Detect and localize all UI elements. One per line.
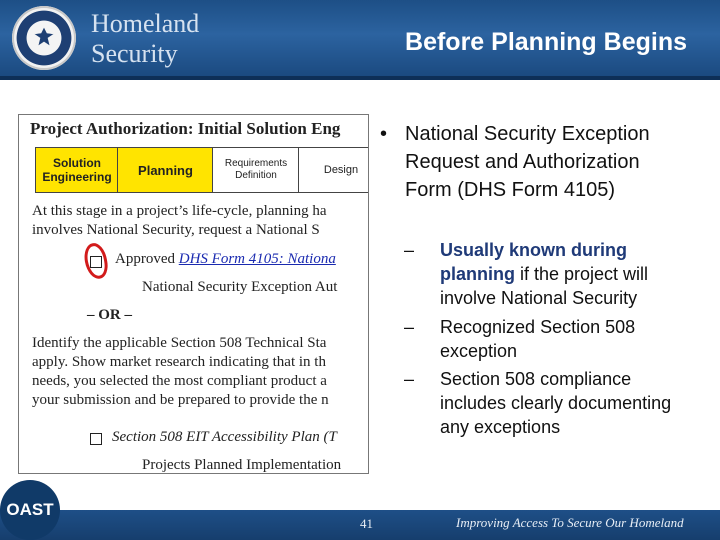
slide-title: Before Planning Begins bbox=[405, 28, 687, 56]
sub-dash: – bbox=[404, 317, 415, 337]
phase-solution-engineering: Solution Engineering bbox=[35, 147, 119, 193]
header-rule bbox=[0, 76, 720, 80]
phase-requirements: Requirements Definition bbox=[212, 147, 300, 193]
doc-line-exception: National Security Exception Aut bbox=[142, 279, 338, 295]
phase-band bbox=[35, 147, 369, 193]
dhs-seal-icon bbox=[12, 6, 76, 70]
phase-design: Design bbox=[298, 147, 369, 193]
dhs-form-link[interactable]: DHS Form 4105: Nationa bbox=[178, 251, 336, 267]
sub-bullet-1-text bbox=[440, 238, 680, 310]
brand-wordmark bbox=[91, 9, 199, 69]
main-bullet-text: National Security Exception Request and Authorization Form (DHS Form 4105) bbox=[405, 123, 650, 201]
bullet-dot: • bbox=[380, 123, 388, 145]
footer-tagline: Improving Access To Secure Our Homeland bbox=[456, 515, 684, 530]
red-annotation-mark bbox=[82, 241, 110, 280]
doc-line-1: At this stage in a project’s life-cycle, planning ha bbox=[32, 203, 327, 219]
sub-bullet-1-rest: if the project will involve National Security bbox=[440, 264, 649, 308]
doc-line-2: involves National Security, request a National S bbox=[32, 222, 320, 238]
eagle-icon bbox=[32, 25, 56, 49]
doc-approved bbox=[115, 251, 336, 268]
doc-line-508-2: apply. Show market research indicating that in th bbox=[32, 354, 326, 370]
doc-eit-plan: Section 508 EIT Accessibility Plan (T bbox=[112, 429, 337, 445]
emphasis-text: Usually known during planning bbox=[440, 240, 628, 284]
sub-bullet-2-text: Recognized Section 508 exception bbox=[440, 317, 636, 361]
sub-dash: – bbox=[404, 369, 415, 389]
slide-header bbox=[0, 0, 720, 82]
doc-line-508-4: your submission and be prepared to provide the n bbox=[32, 392, 329, 408]
doc-line-508-3: needs, you selected the most compliant product a bbox=[32, 373, 327, 389]
sub-dash: – bbox=[404, 240, 415, 260]
page-number: 41 bbox=[360, 516, 373, 531]
oast-logo: OAST bbox=[0, 480, 60, 540]
doc-or: – OR – bbox=[87, 307, 132, 323]
brand-line-2: Security bbox=[91, 39, 178, 68]
doc-line-implementation: Projects Planned Implementation bbox=[142, 457, 342, 473]
phase-planning: Planning bbox=[117, 147, 214, 193]
approved-label: Approved bbox=[115, 251, 175, 267]
brand-line-1: Homeland bbox=[91, 9, 200, 38]
plan-checkbox bbox=[90, 433, 102, 445]
form-screenshot bbox=[18, 114, 369, 474]
doc-line-508-1: Identify the applicable Section 508 Technical Sta bbox=[32, 335, 327, 351]
sub-bullet-3-text: Section 508 compliance includes clearly documenting any exceptions bbox=[440, 369, 672, 437]
doc-title: Project Authorization: Initial Solution Eng bbox=[30, 119, 341, 138]
